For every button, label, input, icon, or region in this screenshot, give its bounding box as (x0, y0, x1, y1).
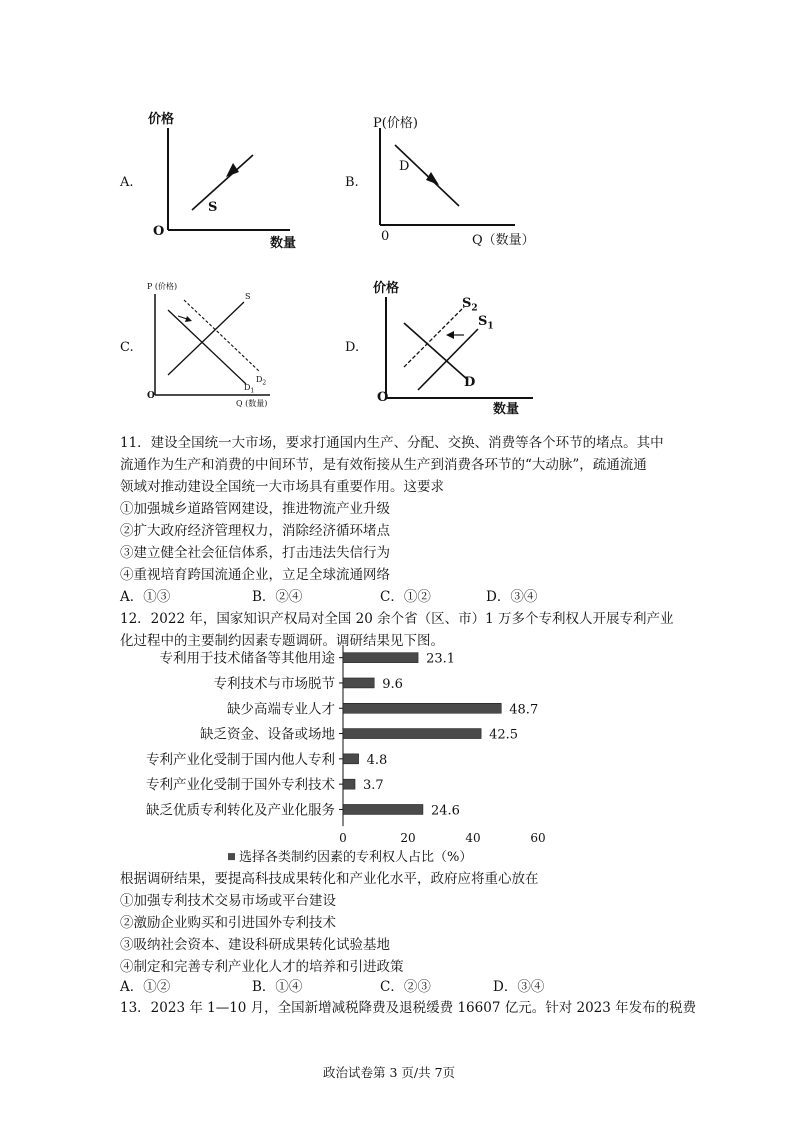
bar-value-label: 48.7 (509, 702, 539, 718)
legend-swatch (228, 853, 235, 860)
supply-curve-c (168, 302, 244, 375)
x-tick-label: 60 (530, 831, 546, 846)
origin-c: O (147, 391, 155, 401)
option-d-label: D. (345, 340, 360, 355)
y-axis-label-a: 价格 (148, 112, 175, 127)
x-axis-label-d: 数量 (493, 402, 520, 417)
s1-letter: S (478, 314, 488, 329)
bar (343, 653, 418, 663)
x-axis-label-a: 数量 (270, 236, 297, 251)
bar (343, 754, 359, 764)
y-axis-label-b: P(价格) (373, 116, 418, 131)
q12-choice-a[interactable]: A．①② (120, 979, 171, 995)
bar-chart (120, 642, 570, 872)
q12-choice-b[interactable]: B．①④ (252, 979, 303, 995)
q12-stem-line1: 12．2022 年，国家知识产权局对全国 20 余个省（区、市）1 万多个专利权人开展专利产业 (120, 611, 674, 627)
category-label: 缺少高端专业人才 (227, 701, 335, 718)
category-label: 专利技术与市场脱节 (213, 675, 335, 692)
curve-label-c-s: S (245, 292, 251, 301)
x-axis-label-b: Q（数量） (472, 233, 535, 248)
curve-label-c-d2 (256, 375, 266, 387)
curve-label-b-d: D (399, 159, 410, 174)
x-tick-label: 20 (400, 831, 416, 846)
curve-label-d-s1 (478, 314, 494, 332)
q12-stem-line2: 化过程中的主要制约因素专题调研。调研结果见下图。 (120, 633, 444, 649)
x-tick-label: 0 (339, 831, 347, 846)
q12-choice-d[interactable]: D．③④ (493, 979, 545, 995)
bar (343, 779, 355, 789)
bar-value-label: 4.8 (366, 752, 388, 768)
y-axis-label-c: P (价格) (147, 282, 178, 291)
bar (343, 703, 501, 713)
diagram-c (140, 280, 290, 410)
s2-letter: S (462, 296, 472, 311)
y-axis-label-d: 价格 (373, 281, 400, 296)
d2-letter: D (256, 375, 263, 384)
origin-a: O (153, 224, 165, 239)
category-label: 缺乏资金、设备或场地 (200, 726, 335, 743)
category-label: 缺乏优质专利转化及产业化服务 (146, 802, 335, 819)
q11-item-1: ①加强城乡道路管网建设，推进物流产业升级 (120, 501, 390, 517)
q11-choice-d[interactable]: D．③④ (486, 589, 538, 605)
q11-stem-line2: 流通作为生产和消费的中间环节，是有效衔接从生产到消费各环节的“大动脉”，疏通流通 (120, 457, 647, 473)
category-label: 专利用于技术储备等其他用途 (159, 650, 335, 667)
q13-stem-line1: 13．2023 年 1—10 月，全国新增减税降费及退税缓费 16607 亿元。针对 2023 年发布的税费 (120, 1000, 697, 1016)
arrow-b (426, 172, 439, 185)
curve-label-d-s2 (462, 296, 478, 314)
curve-label-d-d: D (464, 375, 476, 390)
q11-stem-line1: 11．建设全国统一大市场，要求打通国内生产、分配、交换、消费等各个环节的堵点。其中 (120, 435, 664, 451)
s2-subscript: 2 (471, 303, 478, 314)
q12-choice-c[interactable]: C．②③ (380, 979, 431, 995)
shift-arrowhead-d (446, 331, 454, 339)
option-b-label: B. (345, 175, 359, 190)
d1-letter: D (244, 383, 251, 392)
q11-choice-a[interactable]: A．①③ (120, 589, 171, 605)
bar-value-label: 23.1 (426, 651, 456, 667)
bar-value-label: 3.7 (363, 778, 384, 794)
page-footer: 政治试卷第 3 页/共 7页 (323, 1065, 456, 1080)
q12-item-3: ③吸纳社会资本、建设科研成果转化试验基地 (120, 937, 390, 953)
s1-subscript: 1 (487, 321, 494, 332)
q11-item-2: ②扩大政府经济管理权力，消除经济循环堵点 (120, 523, 390, 539)
bar (343, 678, 374, 688)
diagram-d (368, 285, 548, 410)
option-a-label: A. (120, 175, 134, 190)
q12-item-4: ④制定和完善专利产业化人才的培养和引进政策 (120, 959, 404, 975)
shift-arrowhead-c (185, 316, 192, 322)
x-tick-label: 40 (465, 831, 481, 846)
demand-curve-b (395, 145, 459, 206)
bar-value-label: 24.6 (430, 803, 460, 819)
bar-value-label: 9.6 (382, 676, 403, 692)
q11-stem-line3: 领域对推动建设全国统一大市场具有重要作用。这要求 (120, 479, 444, 495)
origin-b: 0 (381, 229, 390, 244)
category-label: 专利产业化受制于国内他人专利 (146, 751, 335, 768)
d2-subscript: 2 (262, 379, 267, 387)
q11-choice-c[interactable]: C．①② (380, 589, 431, 605)
q11-item-4: ④重视培育跨国流通企业，立足全球流通网络 (120, 567, 390, 583)
bar (343, 729, 481, 739)
bar (343, 804, 423, 814)
bar-value-label: 42.5 (489, 727, 519, 743)
legend-label: 选择各类制约因素的专利权人占比（%） (239, 850, 473, 866)
arrow-a (226, 163, 239, 177)
curve-label-a-s: S (208, 200, 218, 215)
curve-label-c-d1 (244, 383, 254, 395)
category-label: 专利产业化受制于国外专利技术 (146, 777, 335, 794)
d1-subscript: 1 (250, 387, 255, 395)
supply-curve-a (192, 155, 253, 210)
x-axis-label-c: Q (数量) (236, 399, 268, 408)
q12-after-chart: 根据调研结果，要提高科技成果转化和产业化水平，政府应将重心放在 (120, 871, 539, 887)
origin-d: O (377, 390, 389, 405)
q12-item-2: ②激励企业购买和引进国外专利技术 (120, 915, 336, 931)
option-c-label: C. (120, 340, 134, 355)
q12-item-1: ①加强专利技术交易市场或平台建设 (120, 893, 336, 909)
q11-item-3: ③建立健全社会征信体系，打击违法失信行为 (120, 545, 390, 561)
supply-curve-d-s2 (404, 307, 464, 367)
q11-choice-b[interactable]: B．②④ (252, 589, 303, 605)
